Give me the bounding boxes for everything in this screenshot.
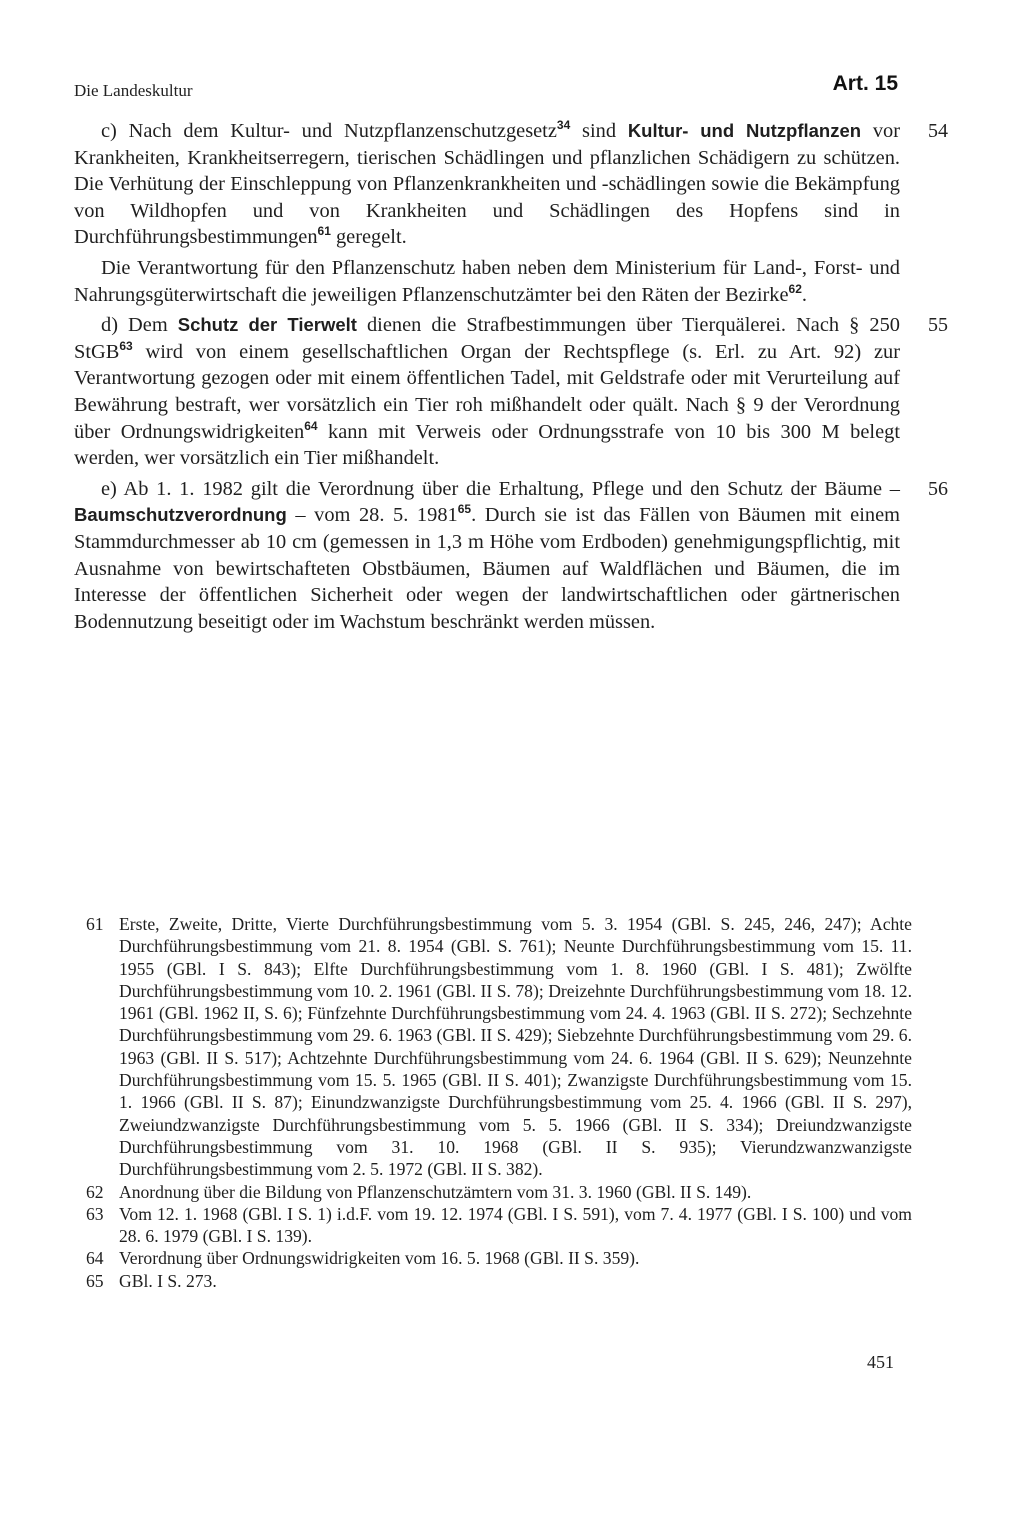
text-run: kann mit Verweis oder Ordnungsstrafe von 10 bis 300 M belegt werden, wer vorsätzlich ein Tier mißhandelt. <box>74 420 900 470</box>
bold-term-baumschutzverordnung: Baumschutzverordnung <box>74 504 287 526</box>
page-number: 451 <box>867 1352 894 1372</box>
text-run: . Durch sie ist das Fällen von Bäumen mit einem Stammdurchmesser ab 10 cm (gemessen in 1,3 m Höhe vom Erdboden) genehmigungspflichtig, mit Ausnahme von bewirtschafteten Obstbäumen, Bäumen auf Waldflächen und Bäumen, die im Interesse der öffentlichen Sicherheit oder wegen der landwirtschaftlichen oder gärtnerischen Bodennutzung beseitigt oder im Wachstum beschränkt werden müssen. <box>74 504 900 633</box>
footnote-number: 62 <box>86 1181 104 1202</box>
text-run: vor Krankheiten, Krankheitserregern, tierischen Schädlingen und pflanzlichen Schädigern zu schützen. Die Verhütung der Einschleppung von Pflanzenkrankheiten und -schädlingen sowie die Bekämpfung von Wildhopfen und von Krankheiten und Schädlingen des Hopfens sind in Durchführungsbestimmungen <box>74 120 901 249</box>
text-run: c) Nach dem Kultur- und Nutzpflanzenschutzgesetz <box>101 120 557 142</box>
footnote-ref-65: 65 <box>457 502 472 517</box>
text-run: Die Verantwortung für den Pflanzenschutz haben neben dem Ministerium für Land-, Forst- und Nahrungsgüterwirtschaft die jeweiligen Pflanzenschutzämter bei den Räten der Bezirke <box>74 256 900 306</box>
paragraph-56 <box>74 476 948 636</box>
footnote-text: Verordnung über Ordnungswidrigkeiten vom 16. 5. 1968 (GBl. II S. 359). <box>119 1248 640 1269</box>
text-run: dienen die Strafbestimmungen über Tierquälerei. Nach § 250 StGB <box>74 314 900 363</box>
margin-number-54: 54 <box>928 120 948 142</box>
footnote-ref-63: 63 <box>119 338 133 353</box>
footnote-text: Erste, Zweite, Dritte, Vierte Durchführungsbestimmung vom 5. 3. 1954 (GBl. S. 245, 246, 247); Achte Durchführungsbestimmung vom 21. 8. 1954 (GBl. S. 761); Neunte Durchführungsbestimmung vom 15. 11. 1955 (GBl. I S. 843); Elfte Durchführungsbestimmung vom 1. 8. 1960 (GBl. I S. 481); Zwölfte Durchführungsbestimmung vom 10. 2. 1961 (GBl. II S. 78); Dreizehnte Durchführungsbestimmung vom 18. 12. 1961 (GBl. 1962 II, S. 6); Fünfzehnte Durchführungsbestimmung vom 24. 4. 1963 (GBl. II S. 272); Sechzehnte Durchführungsbestimmung vom 29. 6. 1963 (GBl. II S. 429); Siebzehnte Durchführungsbestimmung vom 29. 6. 1963 (GBl. II S. 517); Achtzehnte Durchführungsbestimmung vom 24. 6. 1964 (GBl. II S. 629); Neunzehnte Durchführungsbestimmung vom 15. 5. 1965 (GBl. II S. 401); Zwanzigste Durchführungsbestimmung vom 15. 1. 1966 (GBl. II S. 87); Einundzwanzigste Durchführungsbestimmung vom 25. 4. 1966 (GBl. II S. 297), Zweiundzwanzigste Durchführungsbestimmung vom 5. 5. 1966 (GBl. II S. 334); Dreiundzwanzigste Durchführungsbestimmung vom 31. 10. 1968 (GBl. II S. 935); Vierundzwanzwanzigste Durchführungsbestimmung vom 2. 5. 1972 (GBl. II S. 382). <box>119 914 912 1180</box>
footnote-number: 65 <box>86 1270 104 1291</box>
main-text <box>74 118 948 639</box>
footnote-65 <box>86 1270 912 1292</box>
footnote-ref-34: 34 <box>556 118 571 133</box>
running-header-article: Art. 15 <box>832 72 898 95</box>
footnote-text: Vom 12. 1. 1968 (GBl. I S. 1) i.d.F. vom 19. 12. 1974 (GBl. I S. 591), vom 7. 4. 1977 (GBl. I S. 100) und vom 28. 6. 1979 (GBl. I S. 139). <box>119 1203 912 1247</box>
margin-number-55: 55 <box>928 314 948 337</box>
margin-number-56: 56 <box>928 477 948 500</box>
footnote-63 <box>86 1203 912 1248</box>
footnote-64 <box>86 1247 912 1269</box>
footnote-ref-64: 64 <box>304 418 318 433</box>
footnote-text: Anordnung über die Bildung von Pflanzenschutzämtern vom 31. 3. 1960 (GBl. II S. 149). <box>119 1181 752 1202</box>
footnote-text: GBl. I S. 273. <box>119 1270 217 1291</box>
text-run: e) Ab 1. 1. 1982 gilt die Verordnung über die Erhaltung, Pflege und den Schutz der Bäume – <box>101 477 900 500</box>
bold-term-kultur-nutzpflanzen: Kultur- und Nutzpflanzen <box>627 120 862 141</box>
paragraph-55 <box>74 312 948 472</box>
text-run: d) Dem <box>101 314 178 337</box>
running-header-title: Die Landeskultur <box>74 81 193 100</box>
footnote-61 <box>86 913 912 1181</box>
bold-term-schutz-tierwelt: Schutz der Tierwelt <box>177 314 357 336</box>
text-run: wird von einem gesellschaftlichen Organ der Rechtspflege (s. Erl. zu Art. 92) zur Verantwortung gezogen oder mit einem öffentlichen Tadel, mit Geldstrafe oder mit Verurteilung auf Bewährung bestraft, wer vorsätzlich ein Tier roh mißhandelt oder quält. Nach § 9 der Verordnung über Ordnungswidrigkeiten <box>74 340 900 443</box>
footnote-number: 63 <box>86 1203 104 1224</box>
footnote-ref-61: 61 <box>317 224 331 239</box>
paragraph-54-continued <box>74 255 900 308</box>
footnote-number: 61 <box>86 914 104 934</box>
footnotes <box>86 913 912 1292</box>
text-run: geregelt. <box>330 226 407 249</box>
footnote-ref-62: 62 <box>788 281 802 296</box>
paragraph-54 <box>74 118 948 251</box>
text-run: sind <box>570 120 628 142</box>
text-run: . <box>801 283 807 306</box>
footnote-62 <box>86 1181 912 1203</box>
text-run: – vom 28. 5. 1981 <box>286 504 458 527</box>
footnote-number: 64 <box>86 1248 104 1269</box>
